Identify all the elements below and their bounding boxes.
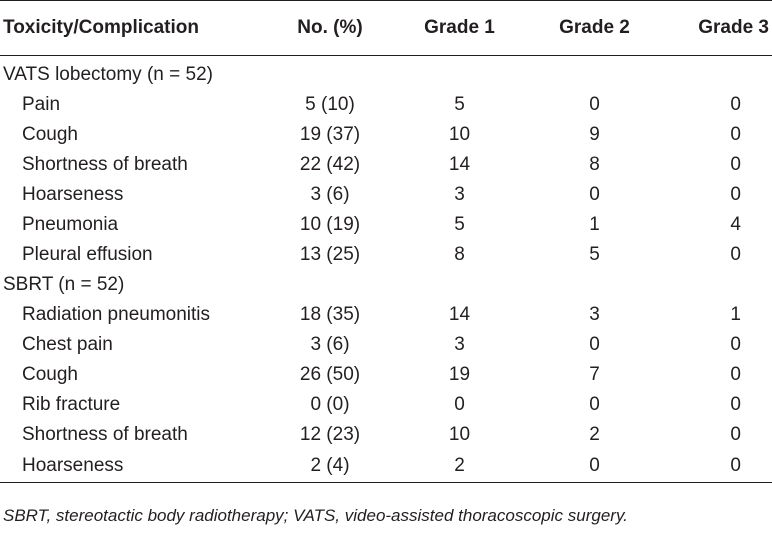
row-label: Rib fracture [22,393,121,415]
cell-number-percent: 26 (50) [299,363,361,385]
cell-number-percent: 12 (23) [299,423,361,445]
cell-grade-2: 7 [589,363,600,385]
row-label: Shortness of breath [22,153,188,175]
column-header-toxicity: Toxicity/Complication [0,1,268,56]
cell-grade-1: 14 [448,153,471,175]
cell-number-percent: 22 (42) [299,153,361,175]
table-row [0,150,772,180]
cell-number-percent: 19 (37) [299,123,361,145]
cell-grade-1: 0 [454,393,465,415]
cell-grade-2: 0 [589,393,600,415]
cell-grade-3: 0 [730,363,741,385]
cell-number-percent: 13 (25) [299,243,361,265]
cell-number-percent: 2 (4) [268,450,392,483]
cell-number-percent: 5 (10) [305,93,355,115]
row-label: Cough [22,363,78,385]
cell-grade-3: 0 [730,183,741,205]
cell-grade-1: 10 [448,423,471,445]
cell-grade-1: 3 [454,183,465,205]
cell-grade-3: 0 [730,393,741,415]
row-label: Radiation pneumonitis [22,303,211,325]
group-label-sbrt: SBRT (n = 52) [3,273,125,295]
row-label: Chest pain [22,333,113,355]
row-label: Hoarseness [0,450,268,483]
cell-grade-2: 9 [589,123,600,145]
table-row [0,240,772,270]
table-row [0,330,772,360]
cell-number-percent: 3 (6) [310,333,350,355]
cell-grade-1: 2 [392,450,527,483]
row-label: Pain [22,93,61,115]
cell-grade-2: 3 [589,303,600,325]
column-header-grade-2: Grade 2 [527,1,662,56]
table-row [0,360,772,390]
cell-grade-2: 0 [589,333,600,355]
cell-grade-2: 0 [589,93,600,115]
cell-grade-2: 2 [589,423,600,445]
cell-grade-3: 0 [730,423,741,445]
cell-number-percent: 10 (19) [299,213,361,235]
table-row [0,420,772,450]
table-row [0,90,772,120]
cell-grade-3: 1 [730,303,741,325]
row-label: Hoarseness [22,183,124,205]
cell-grade-3: 0 [730,333,741,355]
row-label: Pleural effusion [22,243,153,265]
table-row [0,120,772,150]
table-row [0,210,772,240]
table-body [0,56,772,483]
table-row [0,300,772,330]
table-footnote: SBRT, stereotactic body radiotherapy; VATS, video-assisted thoracoscopic surgery. [3,506,628,525]
cell-grade-1: 14 [448,303,471,325]
table-row [0,180,772,210]
cell-number-percent: 0 (0) [310,393,350,415]
group-label-vats: VATS lobectomy (n = 52) [3,63,213,85]
table-row [0,390,772,420]
cell-grade-1: 10 [448,123,471,145]
cell-grade-2: 0 [589,183,600,205]
row-label: Shortness of breath [22,423,188,445]
cell-grade-1: 3 [454,333,465,355]
column-header-number-percent: No. (%) [268,1,392,56]
cell-number-percent: 3 (6) [310,183,350,205]
table-header [0,1,772,56]
cell-grade-3: 0 [730,243,741,265]
group-row-sbrt [0,270,772,300]
cell-grade-1: 19 [448,363,471,385]
column-header-grade-1: Grade 1 [392,1,527,56]
cell-grade-2: 0 [527,450,662,483]
table-row [0,450,772,483]
cell-grade-1: 8 [454,243,465,265]
cell-grade-1: 5 [454,93,465,115]
cell-grade-3: 4 [730,213,741,235]
cell-grade-3: 0 [662,450,772,483]
header-row [0,1,772,56]
cell-grade-3: 0 [730,93,741,115]
cell-grade-3: 0 [730,153,741,175]
cell-number-percent: 18 (35) [299,303,361,325]
cell-grade-3: 0 [730,123,741,145]
column-header-grade-3: Grade 3 [662,1,772,56]
row-label: Cough [22,123,78,145]
cell-grade-2: 5 [589,243,600,265]
cell-grade-2: 8 [589,153,600,175]
cell-grade-1: 5 [454,213,465,235]
group-row-vats [0,56,772,90]
row-label: Pneumonia [22,213,119,235]
cell-grade-2: 1 [589,213,600,235]
